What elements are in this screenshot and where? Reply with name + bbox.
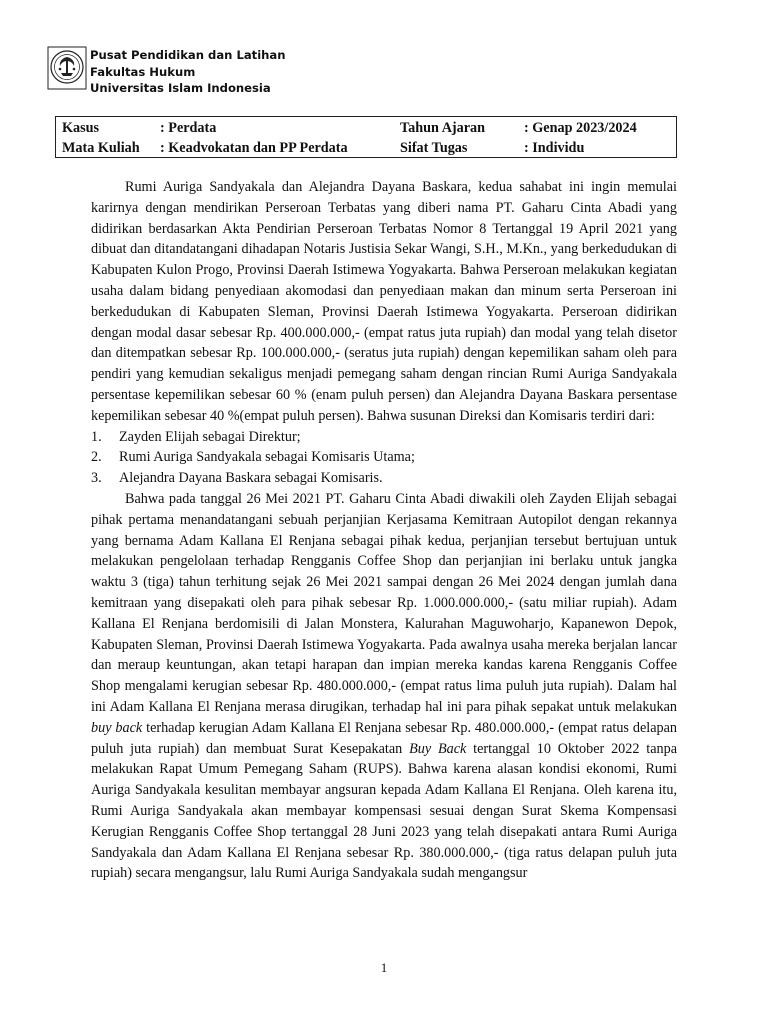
list-number: 3.: [91, 470, 102, 487]
institution-line-2: Fakultas Hukum: [90, 64, 196, 79]
institution-name: [90, 47, 286, 97]
paragraph-2-part-2: terhadap kerugian Adam Kallana El Renjana sebesar Rp. 480.000.000,- (empat ratus delapan puluh juta rupiah) dan membuat Surat Kesepakatan: [91, 719, 677, 757]
paragraph-2: [91, 489, 677, 884]
list-number: 1.: [91, 428, 102, 445]
institution-header: [47, 46, 286, 97]
university-seal-logo: [47, 46, 87, 90]
list-text: Rumi Auriga Sandyakala sebagai Komisaris Utama;: [119, 449, 415, 466]
case-text: [91, 177, 677, 884]
paragraph-2-part-3: tertanggal 10 Oktober 2022 tanpa melakukan Rapat Umum Pemegang Saham (RUPS). Bahwa karena alasan kondisi ekonomi, Rumi Auriga Sandyakala kesulitan membayar angsuran kepada Adam Kallana El Renjana. Oleh karena itu, Rumi Auriga Sandyakala akan membayar kompensasi sesuai dengan Surat Skema Kompensasi Kerugian Rengganis Coffee Shop tertanggal 28 Juni 2023 yang telah disepakati antara Rumi Auriga Sandyakala dan Adam Kallana El Renjana sebesar Rp. 380.000.000,- (tiga ratus delapan puluh juta rupiah) secara mengangsur, lalu Rumi Auriga Sandyakala sudah mengangsur: [91, 740, 678, 882]
assignment-info-table: [55, 116, 677, 158]
institution-line-3: Universitas Islam Indonesia: [90, 81, 271, 95]
list-text: Zayden Elijah sebagai Direktur;: [119, 428, 301, 445]
list-item: [91, 468, 677, 489]
tahun-ajaran-value: : Genap 2023/2024: [524, 120, 637, 136]
paragraph-2-part-1: Bahwa pada tanggal 26 Mei 2021 PT. Gaharu Cinta Abadi diwakili oleh Zayden Elijah sebagai pihak pertama menandatangani sebuah perjanjian Kerjasama Kemitraan Autopilot dengan rekannya yang bernama Adam Kallana El Renjana sebagai pihak kedua, perjanjian tersebut bertujuan untuk melakukan pengelolaan terhadap Rengganis Coffee Shop dan perjanjian ini berlaku untuk jangka waktu 3 (tiga) tahun terhitung sejak 26 Mei 2021 sampai dengan 26 Mei 2024 dengan jumlah dana kemitraan yang disepakati oleh para pihak sebesar Rp. 1.000.000.000,- (satu miliar rupiah). Adam Kallana El Renjana berdomisili di Jalan Monstera, Kalurahan Maguwoharjo, Kapanewon Depok, Kabupaten Sleman, Provinsi Daerah Istimewa Yogyakarta. Pada awalnya usaha mereka berjalan lancar dan meraup keuntungan, akan tetapi harapan dan impian mereka kandas karena Rengganis Coffee Shop mengalami kerugian sebesar Rp. 480.000.000,- (empat ratus lima puluh juta rupiah). Dalam hal ini Adam Kallana El Renjana merasa dirugikan, terhadap hal ini para pihak sepakat untuk melakukan: [91, 490, 677, 715]
mata-kuliah-value: : Keadvokatan dan PP Perdata: [160, 140, 348, 156]
sifat-tugas-label: Sifat Tugas: [400, 140, 468, 156]
sifat-tugas-value: : Individu: [524, 140, 585, 156]
list-number: 2.: [91, 449, 102, 466]
mata-kuliah-label: Mata Kuliah: [62, 140, 140, 156]
info-row-2: [56, 138, 676, 158]
page-number: 1: [380, 960, 388, 975]
info-row-1: [56, 118, 676, 138]
paragraph-1: Rumi Auriga Sandyakala dan Alejandra Dayana Baskara, kedua sahabat ini ingin memulai karirnya dengan mendirikan Perseroan Terbatas yang diberi nama PT. Gaharu Cinta Abadi yang didirikan berdasarkan Akta Pendirian Perseroan Terbatas Nomor 8 Tertanggal 19 April 2021 yang dibuat dan ditandatangani dihadapan Notaris Justisia Sekar Wangi, S.H., M.Kn., yang berkedudukan di Kabupaten Kulon Progo, Provinsi Daerah Istimewa Yogyakarta. Bahwa Perseroan melakukan kegiatan usaha dalam bidang penyediaan akomodasi dan penyediaan makan dan minum serta Perseroan ini berkedudukan di Kabupaten Sleman, Provinsi Daerah Istimewa Yogyakarta. Perseroan didirikan dengan modal dasar sebesar Rp. 400.000.000,- (empat ratus juta rupiah) dan modal yang telah disetor dan ditempatkan sebesar Rp. 100.000.000,- (seratus juta rupiah) dengan kepemilikan saham oleh para pendiri yang kemudian sekaligus menjadi pemegang saham dengan rincian Rumi Auriga Sandyakala persentase kepemilikan sebesar 60 % (enam puluh persen) dan Alejandra Dayana Baskara persentase kepemilikan sebesar 40 %(empat puluh persen). Bahwa susunan Direksi dan Komisaris terdiri dari:: [91, 179, 677, 424]
kasus-value: : Perdata: [160, 120, 217, 136]
buy-back-term: buy back: [91, 719, 143, 736]
list-item: [91, 447, 677, 468]
list-text: Alejandra Dayana Baskara sebagai Komisaris.: [119, 470, 383, 487]
list-item: [91, 427, 677, 448]
institution-line-1: Pusat Pendidikan dan Latihan: [90, 48, 286, 62]
tahun-ajaran-label: Tahun Ajaran: [400, 120, 486, 136]
kasus-label: Kasus: [62, 120, 100, 136]
buy-back-title: Buy Back: [409, 740, 467, 757]
board-list: [91, 427, 677, 489]
